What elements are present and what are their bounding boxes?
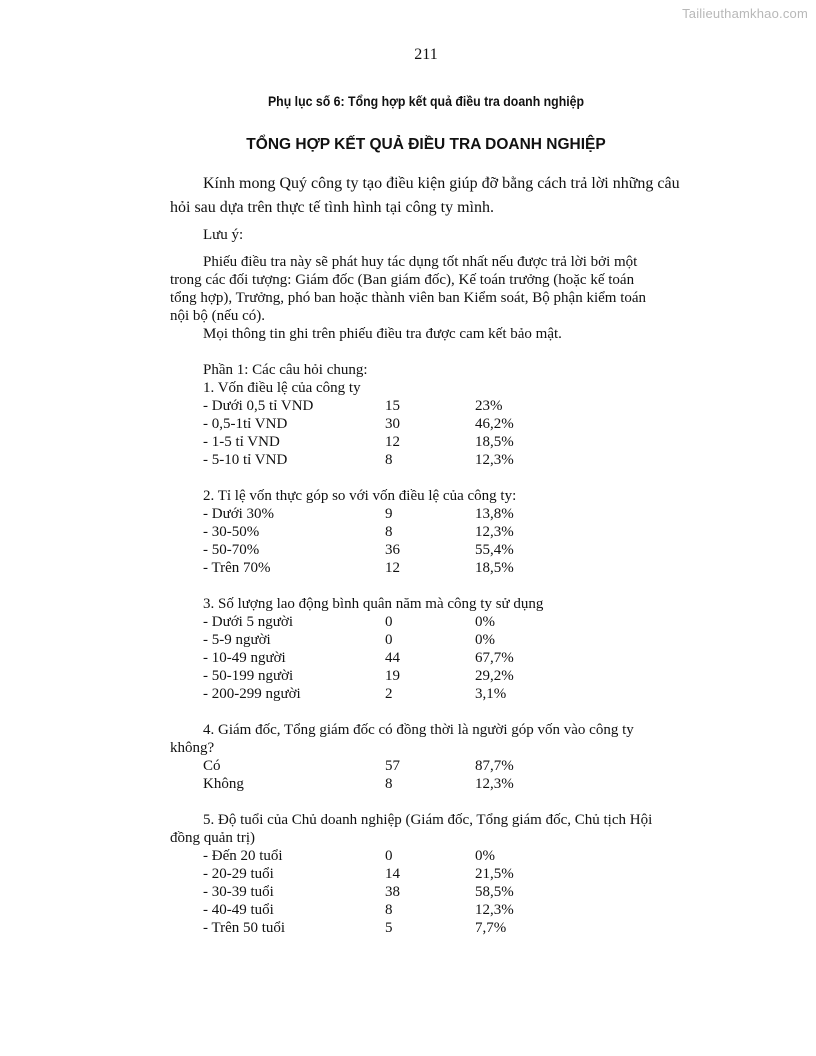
q2-row-label: - 30-50% — [203, 524, 260, 540]
q3-row-count: 2 — [385, 686, 393, 702]
note-label: Lưu ý: — [203, 227, 244, 243]
q5-row-percent: 12,3% — [475, 902, 514, 918]
q5-row-percent: 7,7% — [475, 920, 507, 936]
q2-row-label: - Trên 70% — [203, 560, 271, 576]
q1-row-count: 15 — [385, 398, 400, 414]
q4-row-percent: 87,7% — [475, 758, 514, 774]
q5-row-label: - Trên 50 tuổi — [203, 920, 286, 936]
q1-row-count: 12 — [385, 434, 400, 450]
q1-row-percent: 12,3% — [475, 452, 514, 468]
q1-row-percent: 23% — [475, 398, 503, 414]
q3-title: 3. Số lượng lao động bình quân năm mà công ty sử dụng — [203, 596, 544, 612]
q4-row-count: 8 — [385, 776, 393, 792]
q3-row-label: - Dưới 5 người — [203, 614, 294, 630]
q4-title-line-2: không? — [170, 740, 215, 756]
q4-row-percent: 12,3% — [475, 776, 514, 792]
q3-row-count: 19 — [385, 668, 400, 684]
q5-title-line-1: 5. Độ tuổi của Chủ doanh nghiệp (Giám đốc, Tổng giám đốc, Chủ tịch Hội — [203, 812, 653, 828]
q1-row-label: - Dưới 0,5 tỉ VND — [203, 398, 314, 414]
q5-row-count: 0 — [385, 848, 393, 864]
q1-row-label: - 5-10 tỉ VND — [203, 452, 288, 468]
q2-row-percent: 12,3% — [475, 524, 514, 540]
q3-row-label: - 5-9 người — [203, 632, 271, 648]
q4-row-count: 57 — [385, 758, 400, 774]
q5-row-count: 38 — [385, 884, 400, 900]
q2-title: 2. Tỉ lệ vốn thực góp so với vốn điều lệ của công ty: — [203, 488, 517, 504]
note-line-4: nội bộ (nếu có). — [170, 308, 265, 324]
q2-row-count: 12 — [385, 560, 400, 576]
q2-row-percent: 55,4% — [475, 542, 514, 558]
part1-heading: Phần 1: Các câu hỏi chung: — [203, 362, 368, 378]
q5-row-percent: 21,5% — [475, 866, 514, 882]
q1-row-label: - 0,5-1tỉ VND — [203, 416, 288, 432]
q3-row-label: - 10-49 người — [203, 650, 286, 666]
note-line-2: trong các đối tượng: Giám đốc (Ban giám đốc), Kế toán trưởng (hoặc kế toán — [170, 272, 635, 288]
q2-row-percent: 18,5% — [475, 560, 514, 576]
q5-row-count: 5 — [385, 920, 393, 936]
q5-row-label: - 20-29 tuổi — [203, 866, 274, 882]
q3-row-percent: 67,7% — [475, 650, 514, 666]
q5-row-label: - 40-49 tuổi — [203, 902, 274, 918]
q2-row-count: 8 — [385, 524, 393, 540]
intro-line-1: Kính mong Quý công ty tạo điều kiện giúp đỡ bằng cách trả lời những câu — [203, 175, 680, 192]
q3-row-count: 44 — [385, 650, 400, 666]
q2-row-label: - 50-70% — [203, 542, 260, 558]
q5-row-count: 8 — [385, 902, 393, 918]
q3-row-percent: 3,1% — [475, 686, 507, 702]
q3-row-percent: 29,2% — [475, 668, 514, 684]
q3-row-label: - 50-199 người — [203, 668, 294, 684]
watermark: Tailieuthamkhao.com — [682, 6, 808, 21]
main-title: TỔNG HỢP KẾT QUẢ ĐIỀU TRA DOANH NGHIỆP — [246, 136, 606, 153]
q3-row-label: - 200-299 người — [203, 686, 301, 702]
page-number: 211 — [414, 46, 438, 63]
q5-row-label: - Đến 20 tuổi — [203, 848, 283, 864]
q5-row-count: 14 — [385, 866, 400, 882]
q3-row-percent: 0% — [475, 632, 495, 648]
note-line-1: Phiếu điều tra này sẽ phát huy tác dụng tốt nhất nếu được trả lời bởi một — [203, 254, 638, 270]
q1-row-count: 30 — [385, 416, 400, 432]
q2-row-percent: 13,8% — [475, 506, 514, 522]
q1-row-percent: 18,5% — [475, 434, 514, 450]
q5-row-label: - 30-39 tuổi — [203, 884, 274, 900]
q5-title-line-2: đồng quản trị) — [170, 830, 255, 846]
q4-title-line-1: 4. Giám đốc, Tổng giám đốc có đồng thời là người góp vốn vào công ty — [203, 722, 634, 738]
q4-row-label: Có — [203, 758, 221, 774]
q2-row-label: - Dưới 30% — [203, 506, 275, 522]
q1-row-count: 8 — [385, 452, 393, 468]
q2-row-count: 36 — [385, 542, 400, 558]
q2-row-count: 9 — [385, 506, 393, 522]
q1-row-percent: 46,2% — [475, 416, 514, 432]
intro-line-2: hỏi sau dựa trên thực tế tình hình tại công ty mình. — [170, 199, 494, 216]
note-line-3: tổng hợp), Trưởng, phó ban hoặc thành viên ban Kiểm soát, Bộ phận kiểm toán — [170, 290, 647, 306]
q5-row-percent: 0% — [475, 848, 495, 864]
appendix-title: Phụ lục số 6: Tổng hợp kết quả điều tra doanh nghiệp — [267, 93, 585, 109]
q5-row-percent: 58,5% — [475, 884, 514, 900]
q3-row-count: 0 — [385, 614, 393, 630]
confidential-note: Mọi thông tin ghi trên phiếu điều tra được cam kết bảo mật. — [203, 326, 562, 342]
q1-row-label: - 1-5 tỉ VND — [203, 434, 280, 450]
q3-row-percent: 0% — [475, 614, 495, 630]
q1-title: 1. Vốn điều lệ của công ty — [203, 380, 361, 396]
q4-row-label: Không — [203, 776, 244, 792]
q3-row-count: 0 — [385, 632, 393, 648]
